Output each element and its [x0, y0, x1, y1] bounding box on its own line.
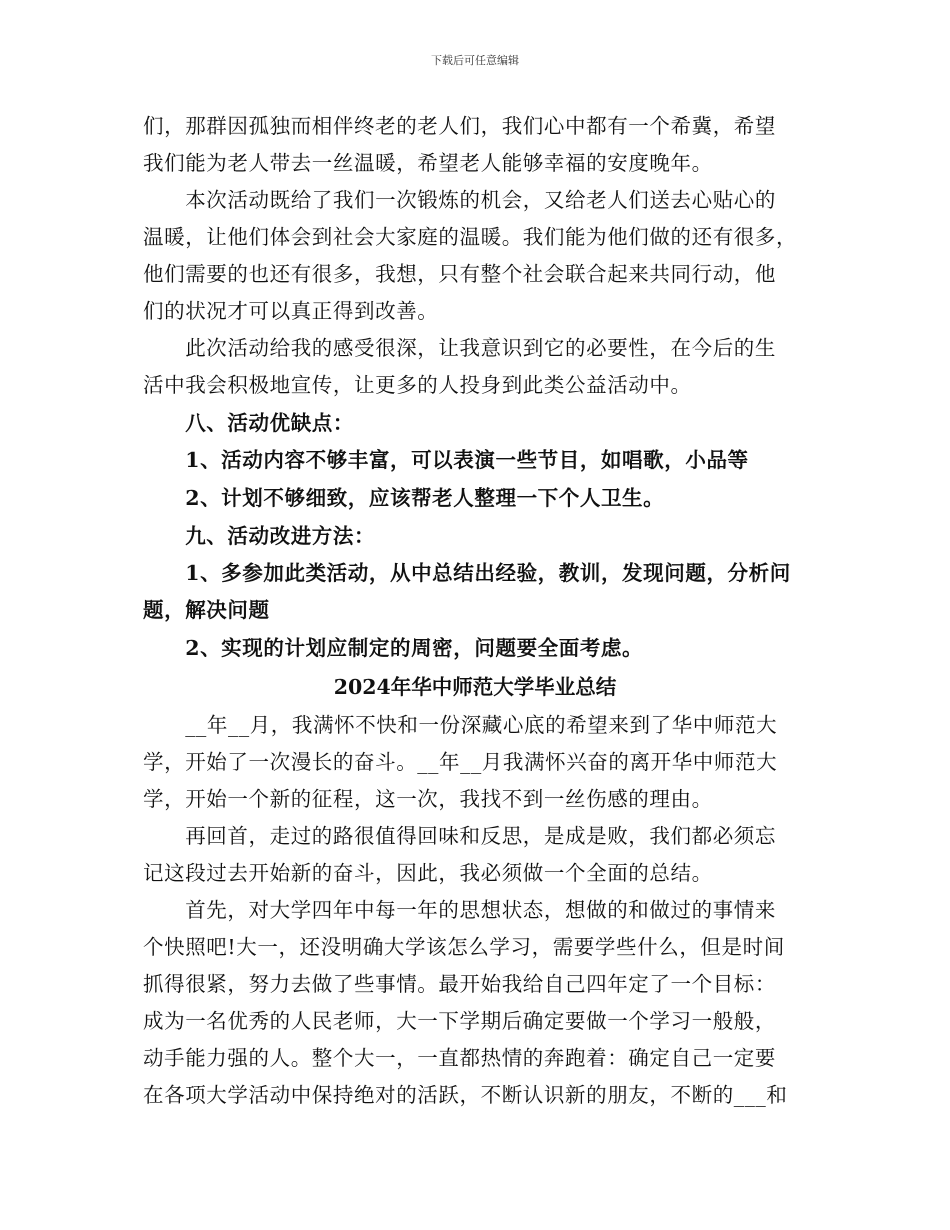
list-item: 2、实现的计划应制定的周密，问题要全面考虑。 — [143, 636, 644, 660]
paragraph-line: 首先，对大学四年中每一年的思想状态，想做的和做过的事情来 — [143, 898, 776, 922]
section-heading: 九、活动改进方法： — [143, 524, 376, 548]
list-item: 1、活动内容不够丰富，可以表演一些节目，如唱歌，小品等 — [143, 448, 749, 472]
list-item: 2、计划不够细致，应该帮老人整理一下个人卫生。 — [143, 486, 665, 510]
paragraph-line: 此次活动给我的感受很深，让我意识到它的必要性，在今后的生 — [143, 336, 776, 360]
paragraph-line: 本次活动既给了我们一次锻炼的机会，又给老人们送去心贴心的 — [143, 188, 776, 212]
list-item: 题，解决问题 — [143, 598, 270, 622]
paragraph-line: 活中我会积极地宣传，让更多的人投身到此类公益活动中。 — [143, 373, 692, 397]
paragraph-line: 我们能为老人带去一丝温暖，希望老人能够幸福的安度晚年。 — [143, 151, 713, 175]
paragraph-line: 温暖，让他们体会到社会大家庭的温暖。我们能为他们做的还有很多， — [143, 225, 798, 249]
paragraph-line: __年__月，我满怀不快和一份深藏心底的希望来到了华中师范大 — [143, 713, 778, 737]
paragraph-line: 学，开始一个新的征程，这一次，我找不到一丝伤感的理由。 — [143, 787, 713, 811]
paragraph-line: 个快照吧!大一，还没明确大学该怎么学习，需要学些什么，但是时间 — [143, 935, 785, 959]
paragraph-line: 记这段过去开始新的奋斗，因此，我必须做一个全面的总结。 — [143, 861, 713, 885]
article-title: 2024年华中师范大学毕业总结 — [333, 675, 617, 699]
paragraph-line: 学，开始了一次漫长的奋斗。__年__月我满怀兴奋的离开华中师范大 — [143, 750, 778, 774]
paragraph-line: 们，那群因孤独而相伴终老的老人们，我们心中都有一个希冀，希望 — [143, 114, 776, 138]
list-item: 1、多参加此类活动，从中总结出经验，教训，发现问题，分析问 — [143, 561, 791, 585]
paragraph-line: 抓得很紧，努力去做了些事情。最开始我给自己四年定了一个目标： — [143, 972, 776, 996]
page-header: 下载后可任意编辑 — [431, 54, 519, 67]
paragraph-line: 再回首，走过的路很值得回味和反思，是成是败，我们都必须忘 — [143, 824, 776, 848]
paragraph-line: 在各项大学活动中保持绝对的活跃，不断认识新的朋友，不断的___和 — [143, 1083, 788, 1107]
paragraph-line: 动手能力强的人。整个大一，一直都热情的奔跑着：确定自己一定要 — [143, 1046, 776, 1070]
paragraph-line: 们的状况才可以真正得到改善。 — [143, 299, 439, 323]
section-heading: 八、活动优缺点： — [143, 411, 354, 435]
paragraph-line: 成为一名优秀的人民老师，大一下学期后确定要做一个学习一般般， — [143, 1009, 776, 1033]
paragraph-line: 他们需要的也还有很多，我想，只有整个社会联合起来共同行动，他 — [143, 262, 776, 286]
